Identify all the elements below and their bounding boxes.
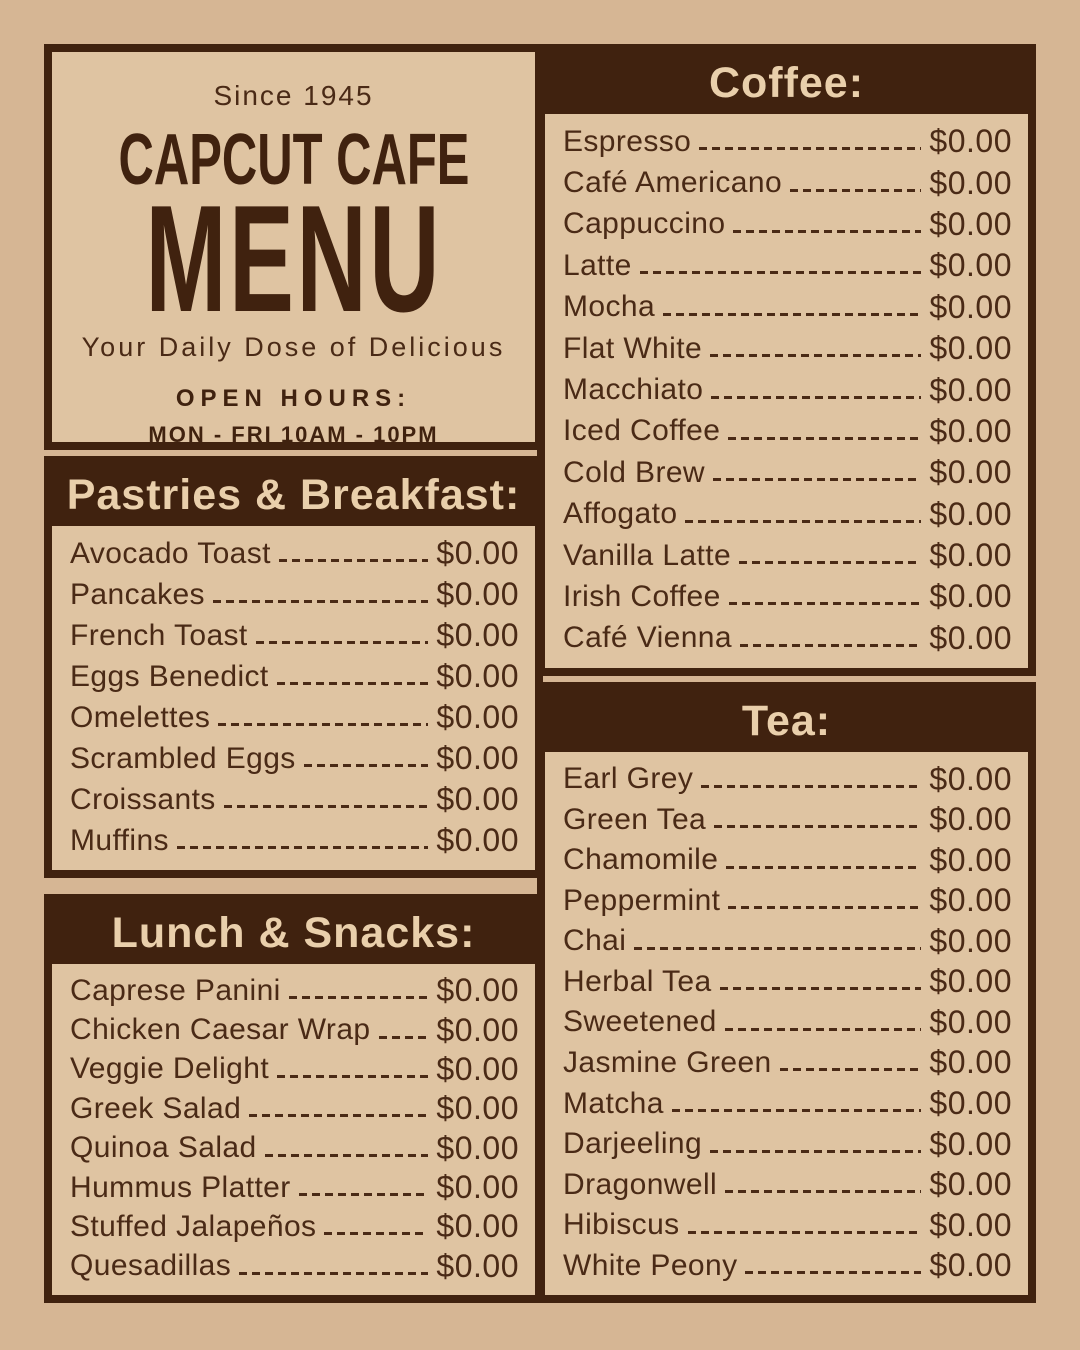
menu-item-price: $0.00 <box>929 537 1012 574</box>
menu-item-name: Jasmine Green <box>563 1045 772 1079</box>
dotted-leader <box>224 805 429 808</box>
menu-item-row <box>563 962 1012 1003</box>
dotted-leader <box>699 147 921 150</box>
menu-item-row <box>563 452 1012 493</box>
menu-item-name: French Toast <box>70 618 248 652</box>
dotted-leader <box>729 602 922 605</box>
menu-item-row <box>70 574 519 615</box>
menu-item-name: Chai <box>563 924 627 958</box>
section-pastries-breakfast <box>44 456 543 878</box>
menu-item-price: $0.00 <box>436 822 519 858</box>
dotted-leader <box>218 723 428 726</box>
menu-item-price: $0.00 <box>436 1247 519 1284</box>
menu-item-row <box>563 1245 1012 1286</box>
menu-item-name: Croissants <box>70 782 216 816</box>
menu-item-row <box>563 162 1012 203</box>
menu-item-name: Eggs Benedict <box>70 659 269 693</box>
dotted-leader <box>256 641 429 644</box>
left-column <box>44 44 543 1303</box>
section-title-tea: Tea: <box>545 690 1028 752</box>
menu-item-row <box>563 618 1012 659</box>
menu-item-price: $0.00 <box>929 247 1012 284</box>
menu-item-name: Café Americano <box>563 166 783 200</box>
coffee-item-list <box>545 114 1028 668</box>
dotted-leader <box>324 1232 428 1235</box>
menu-item-price: $0.00 <box>436 781 519 817</box>
menu-item-price: $0.00 <box>929 205 1012 242</box>
open-hours-value: MON - FRI 10AM - 10PM <box>148 422 439 448</box>
dotted-leader <box>299 1193 429 1196</box>
menu-item-row <box>70 820 519 861</box>
menu-item-price: $0.00 <box>929 330 1012 367</box>
lunch-item-list <box>52 964 535 1295</box>
menu-item-price: $0.00 <box>436 1050 519 1087</box>
menu-item-row <box>563 287 1012 328</box>
menu-item-price: $0.00 <box>436 535 519 571</box>
menu-item-name: Matcha <box>563 1086 664 1120</box>
menu-item-price: $0.00 <box>929 1003 1012 1040</box>
menu-item-row <box>563 1124 1012 1165</box>
menu-item-price: $0.00 <box>929 164 1012 201</box>
menu-item-price: $0.00 <box>929 1247 1012 1284</box>
menu-item-name: Dragonwell <box>563 1167 718 1201</box>
menu-item-row <box>70 738 519 779</box>
menu-header-box <box>44 44 543 450</box>
menu-item-row <box>563 921 1012 962</box>
dotted-leader <box>780 1068 922 1071</box>
menu-item-row <box>563 411 1012 452</box>
menu-item-name: Caprese Panini <box>70 973 281 1007</box>
menu-item-price: $0.00 <box>929 288 1012 325</box>
menu-item-name: Macchiato <box>563 373 704 407</box>
menu-item-price: $0.00 <box>929 578 1012 615</box>
menu-item-row <box>70 533 519 574</box>
dotted-leader <box>711 396 921 399</box>
dotted-leader <box>739 561 921 564</box>
dotted-leader <box>728 437 921 440</box>
menu-item-row <box>563 1164 1012 1205</box>
menu-item-price: $0.00 <box>436 699 519 735</box>
menu-item-price: $0.00 <box>929 371 1012 408</box>
menu-item-price: $0.00 <box>929 1206 1012 1243</box>
menu-item-row <box>70 1089 519 1128</box>
menu-item-price: $0.00 <box>929 963 1012 1000</box>
menu-item-row <box>70 779 519 820</box>
menu-item-name: Irish Coffee <box>563 579 721 613</box>
dotted-leader <box>701 785 921 788</box>
menu-item-price: $0.00 <box>436 617 519 653</box>
menu-item-row <box>563 840 1012 881</box>
dotted-leader <box>733 230 921 233</box>
menu-item-row <box>563 245 1012 286</box>
dotted-leader <box>239 1272 428 1275</box>
menu-item-name: Cold Brew <box>563 455 705 489</box>
section-tea <box>537 682 1036 1303</box>
menu-item-name: Mocha <box>563 290 656 324</box>
menu-item-name: Cappuccino <box>563 207 726 241</box>
menu-item-name: Quinoa Salad <box>70 1131 257 1165</box>
menu-item-row <box>70 1050 519 1089</box>
menu-item-row <box>70 615 519 656</box>
dotted-leader <box>213 600 428 603</box>
menu-item-name: Sweetened <box>563 1005 717 1039</box>
menu-item-row <box>563 576 1012 617</box>
dotted-leader <box>685 520 921 523</box>
menu-item-price: $0.00 <box>436 972 519 1009</box>
menu-item-row <box>563 1002 1012 1043</box>
menu-item-price: $0.00 <box>929 123 1012 160</box>
menu-item-name: Omelettes <box>70 700 211 734</box>
menu-item-name: Chamomile <box>563 843 719 877</box>
menu-item-name: Pancakes <box>70 577 205 611</box>
menu-item-row <box>563 759 1012 800</box>
dotted-leader <box>688 1231 922 1234</box>
menu-item-name: Vanilla Latte <box>563 538 732 572</box>
menu-item-row <box>563 1083 1012 1124</box>
dotted-leader <box>720 987 922 990</box>
menu-item-row <box>563 1043 1012 1084</box>
dotted-leader <box>714 825 921 828</box>
dotted-leader <box>640 271 922 274</box>
menu-item-row <box>70 697 519 738</box>
open-hours-label: OPEN HOURS: <box>175 385 412 413</box>
menu-item-name: Hummus Platter <box>70 1170 291 1204</box>
dotted-leader <box>726 866 921 869</box>
menu-item-name: Café Vienna <box>563 621 732 655</box>
menu-item-name: Flat White <box>563 331 703 365</box>
menu-item-row <box>70 971 519 1010</box>
cafe-title: CAPCUT CAFE <box>118 120 469 200</box>
dotted-leader <box>177 846 428 849</box>
section-title-pastries: Pastries & Breakfast: <box>52 464 535 526</box>
menu-item-price: $0.00 <box>929 760 1012 797</box>
dotted-leader <box>289 996 429 999</box>
dotted-leader <box>740 644 921 647</box>
menu-item-name: Iced Coffee <box>563 414 721 448</box>
dotted-leader <box>379 1036 429 1039</box>
menu-item-name: Espresso <box>563 124 692 158</box>
dotted-leader <box>279 559 429 562</box>
menu-item-name: Herbal Tea <box>563 964 712 998</box>
dotted-leader <box>713 478 921 481</box>
menu-item-price: $0.00 <box>929 922 1012 959</box>
section-title-lunch: Lunch & Snacks: <box>52 902 535 964</box>
menu-item-row <box>563 535 1012 576</box>
menu-item-price: $0.00 <box>929 619 1012 656</box>
tagline-text: Your Daily Dose of Delicious <box>81 332 506 363</box>
dotted-leader <box>728 906 921 909</box>
menu-item-row <box>70 1010 519 1049</box>
menu-item-name: Scrambled Eggs <box>70 741 296 775</box>
section-lunch-snacks <box>44 894 543 1303</box>
dotted-leader <box>672 1109 922 1112</box>
menu-item-price: $0.00 <box>436 740 519 776</box>
menu-item-price: $0.00 <box>436 1129 519 1166</box>
dotted-leader <box>277 1075 428 1078</box>
menu-item-price: $0.00 <box>929 412 1012 449</box>
menu-item-row <box>70 1168 519 1207</box>
dotted-leader <box>725 1190 921 1193</box>
since-text: Since 1945 <box>213 80 374 111</box>
menu-item-name: Green Tea <box>563 802 707 836</box>
menu-item-name: Darjeeling <box>563 1127 703 1161</box>
menu-item-name: White Peony <box>563 1248 738 1282</box>
section-coffee <box>537 44 1036 676</box>
menu-item-name: Greek Salad <box>70 1091 242 1125</box>
menu-item-price: $0.00 <box>436 1169 519 1206</box>
menu-item-price: $0.00 <box>436 1090 519 1127</box>
menu-item-name: Quesadillas <box>70 1249 232 1283</box>
dotted-leader <box>304 764 429 767</box>
menu-item-row <box>70 1129 519 1168</box>
menu-item-row <box>70 1247 519 1286</box>
pastries-item-list <box>52 526 535 870</box>
menu-item-name: Chicken Caesar Wrap <box>70 1013 371 1047</box>
dotted-leader <box>710 354 921 357</box>
menu-item-price: $0.00 <box>929 1125 1012 1162</box>
menu-item-row <box>70 656 519 697</box>
menu-item-row <box>563 121 1012 162</box>
menu-item-row <box>563 494 1012 535</box>
dotted-leader <box>634 947 921 950</box>
menu-item-price: $0.00 <box>929 882 1012 919</box>
menu-item-name: Earl Grey <box>563 762 694 796</box>
dotted-leader <box>249 1114 428 1117</box>
section-title-coffee: Coffee: <box>545 52 1028 114</box>
menu-item-name: Hibiscus <box>563 1208 680 1242</box>
menu-item-row <box>563 881 1012 922</box>
menu-item-price: $0.00 <box>929 841 1012 878</box>
menu-item-name: Veggie Delight <box>70 1052 270 1086</box>
menu-item-name: Avocado Toast <box>70 536 271 570</box>
menu-item-row <box>563 328 1012 369</box>
menu-item-price: $0.00 <box>929 1044 1012 1081</box>
dotted-leader <box>725 1028 922 1031</box>
menu-item-price: $0.00 <box>436 1208 519 1245</box>
menu-item-price: $0.00 <box>929 1085 1012 1122</box>
menu-item-name: Latte <box>563 248 632 282</box>
menu-item-row <box>70 1207 519 1246</box>
dotted-leader <box>663 313 921 316</box>
dotted-leader <box>790 189 921 192</box>
menu-item-name: Peppermint <box>563 883 721 917</box>
menu-item-row <box>563 369 1012 410</box>
menu-item-price: $0.00 <box>436 1011 519 1048</box>
dotted-leader <box>745 1271 921 1274</box>
right-column <box>537 44 1036 1303</box>
tea-item-list <box>545 752 1028 1295</box>
menu-item-price: $0.00 <box>436 576 519 612</box>
menu-item-price: $0.00 <box>929 454 1012 491</box>
menu-item-name: Affogato <box>563 497 678 531</box>
dotted-leader <box>265 1154 429 1157</box>
menu-title: MENU <box>145 174 442 344</box>
menu-item-price: $0.00 <box>929 1166 1012 1203</box>
menu-item-row <box>563 204 1012 245</box>
menu-item-row <box>563 1205 1012 1246</box>
menu-item-row <box>563 800 1012 841</box>
menu-item-price: $0.00 <box>929 801 1012 838</box>
menu-item-price: $0.00 <box>929 495 1012 532</box>
menu-item-name: Muffins <box>70 823 169 857</box>
menu-item-name: Stuffed Jalapeños <box>70 1209 317 1243</box>
dotted-leader <box>277 682 429 685</box>
dotted-leader <box>710 1150 921 1153</box>
menu-item-price: $0.00 <box>436 658 519 694</box>
